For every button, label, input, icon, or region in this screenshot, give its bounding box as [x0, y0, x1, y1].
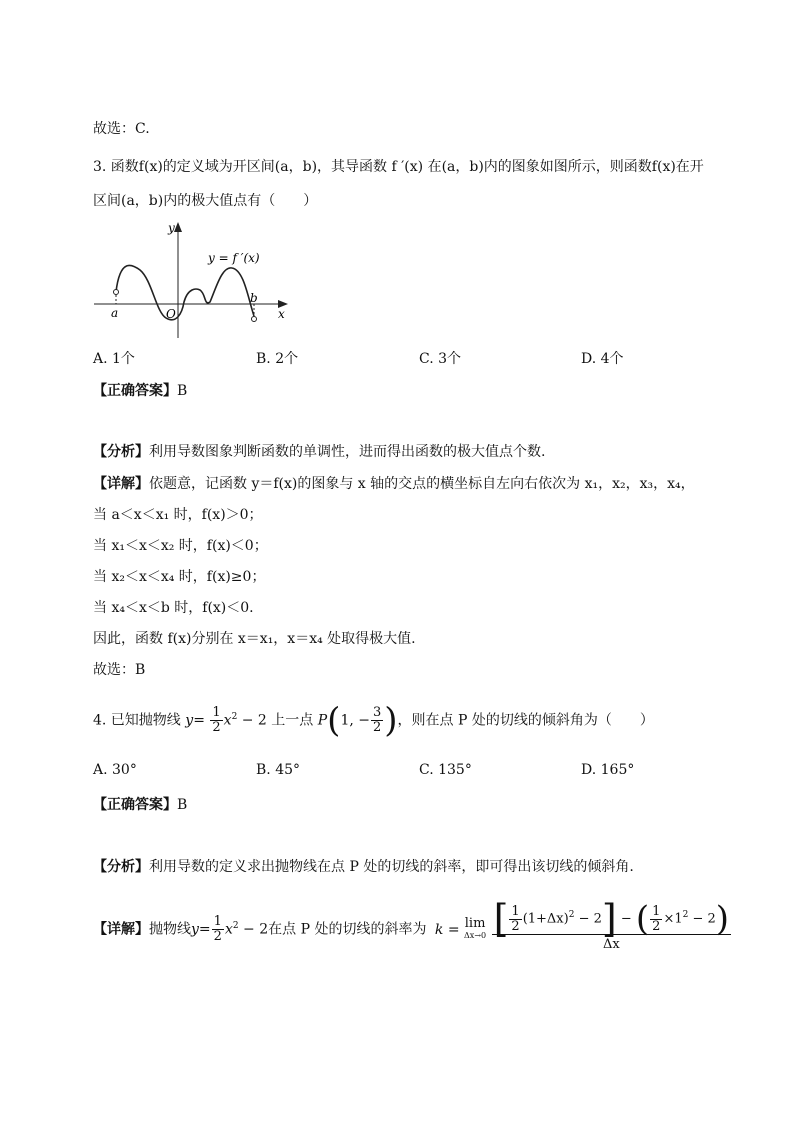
- q4-x: x: [223, 712, 232, 729]
- slope-k: k =: [434, 921, 460, 938]
- q3-option-c: C. 3个: [419, 351, 462, 367]
- prev-answer: 故选：C.: [93, 121, 150, 137]
- answer-value: B: [177, 383, 188, 399]
- q4-pre: 4. 已知抛物线: [93, 712, 181, 729]
- q4-option-c: C. 135°: [419, 762, 472, 778]
- origin-label: O: [166, 307, 176, 321]
- answer-label: 【正确答案】: [93, 383, 177, 399]
- q3-option-b: B. 2个: [256, 351, 299, 367]
- answer-value: B: [177, 797, 188, 813]
- q3-analysis: [93, 442, 545, 462]
- b-label: b: [250, 291, 258, 305]
- q4-analysis: [93, 857, 634, 877]
- q3-stem-line1: 3. 函数f(x)的定义域为开区间(a，b)，其导函数 f ′(x) 在(a，b)内的图象如图所示，则函数f(x)在开: [93, 159, 704, 175]
- q4-three-halves: $\frac{3}{2}$: [372, 705, 382, 736]
- q3-case-2: 当 x₁＜x＜x₂ 时，f(x)＜0；: [93, 538, 268, 554]
- detail-label: 【详解】: [93, 921, 149, 938]
- q4-point-p: P: [317, 712, 328, 729]
- q3-case-4: 当 x₄＜x＜b 时，f(x)＜0.: [93, 600, 254, 616]
- q4-detail: 【详解】抛物线y= $\frac{1}{2}$ $x^2 - 2$在点 P 处的切线的斜率为 k = lim Δx→0 [ $\frac{1}{2}$ $(1+\Delta x)^2 - 2$] − ( $\frac{1}{2}$ $\times 1^2 - 2$) Δx: [93, 898, 732, 958]
- a-label: a: [111, 306, 119, 320]
- endpoint-a: [114, 290, 119, 295]
- y-axis-arrow: [174, 222, 182, 232]
- derivative-graph: [92, 218, 302, 343]
- q3-answer: [93, 381, 187, 401]
- q4-option-d: D. 165°: [581, 762, 635, 778]
- q4-option-a: A. 30°: [93, 762, 137, 778]
- q3-option-a: A. 1个: [93, 351, 135, 367]
- analysis-text: 利用导数图象判断函数的单调性，进而得出函数的极大值点个数.: [149, 444, 546, 460]
- q3-stem-line2: 区间(a，b)内的极大值点有（ ）: [93, 193, 318, 209]
- q3-detail: [93, 474, 695, 494]
- analysis-text: 利用导数的定义求出抛物线在点 P 处的切线的斜率，即可得出该切线的倾斜角.: [149, 859, 634, 875]
- answer-label: 【正确答案】: [93, 797, 177, 813]
- q4-half: $\frac{1}{2}$: [212, 705, 221, 736]
- x-axis-label: x: [278, 307, 285, 321]
- endpoint-b: [252, 317, 257, 322]
- curve-label: y = f ′(x): [208, 251, 260, 265]
- q3-case-3: 当 x₂＜x＜x₄ 时，f(x)≥0；: [93, 569, 266, 585]
- q3-conclusion: 因此，函数 f(x)分别在 x＝x₁，x＝x₄ 处取得极大值.: [93, 631, 416, 647]
- graph-axes: [94, 222, 288, 338]
- q4-answer: [93, 795, 187, 815]
- difference-quotient: [ $\frac{1}{2}$ $(1+\Delta x)^2 - 2$] − ( $\frac{1}{2}$ $\times 1^2 - 2$) Δx: [493, 897, 730, 953]
- q3-option-d: D. 4个: [581, 351, 624, 367]
- analysis-label: 【分析】: [93, 859, 149, 875]
- q4-eq: =: [193, 712, 205, 729]
- derivative-curve: [116, 265, 254, 319]
- q4-option-b: B. 45°: [256, 762, 301, 778]
- q3-case-1: 当 a＜x＜x₁ 时，f(x)＞0；: [93, 507, 263, 523]
- y-axis-label: y: [168, 221, 175, 235]
- detail-text: 依题意，记函数 y＝f(x)的图象与 x 轴的交点的横坐标自左向右依次为 x₁，x₂，x₃，x₄，: [149, 476, 695, 492]
- analysis-label: 【分析】: [93, 444, 149, 460]
- q4-y: y: [185, 712, 194, 729]
- limit: lim Δx→0: [464, 915, 487, 940]
- detail-label: 【详解】: [93, 476, 149, 492]
- q3-final: 故选：B: [93, 662, 146, 678]
- q4-stem: 4. 已知抛物线 y= $\frac{1}{2}$ $x^2 - 2$ 上一点 P(1, − $\frac{3}{2}$ )，则在点 P 处的切线的倾斜角为（ ）: [93, 700, 654, 741]
